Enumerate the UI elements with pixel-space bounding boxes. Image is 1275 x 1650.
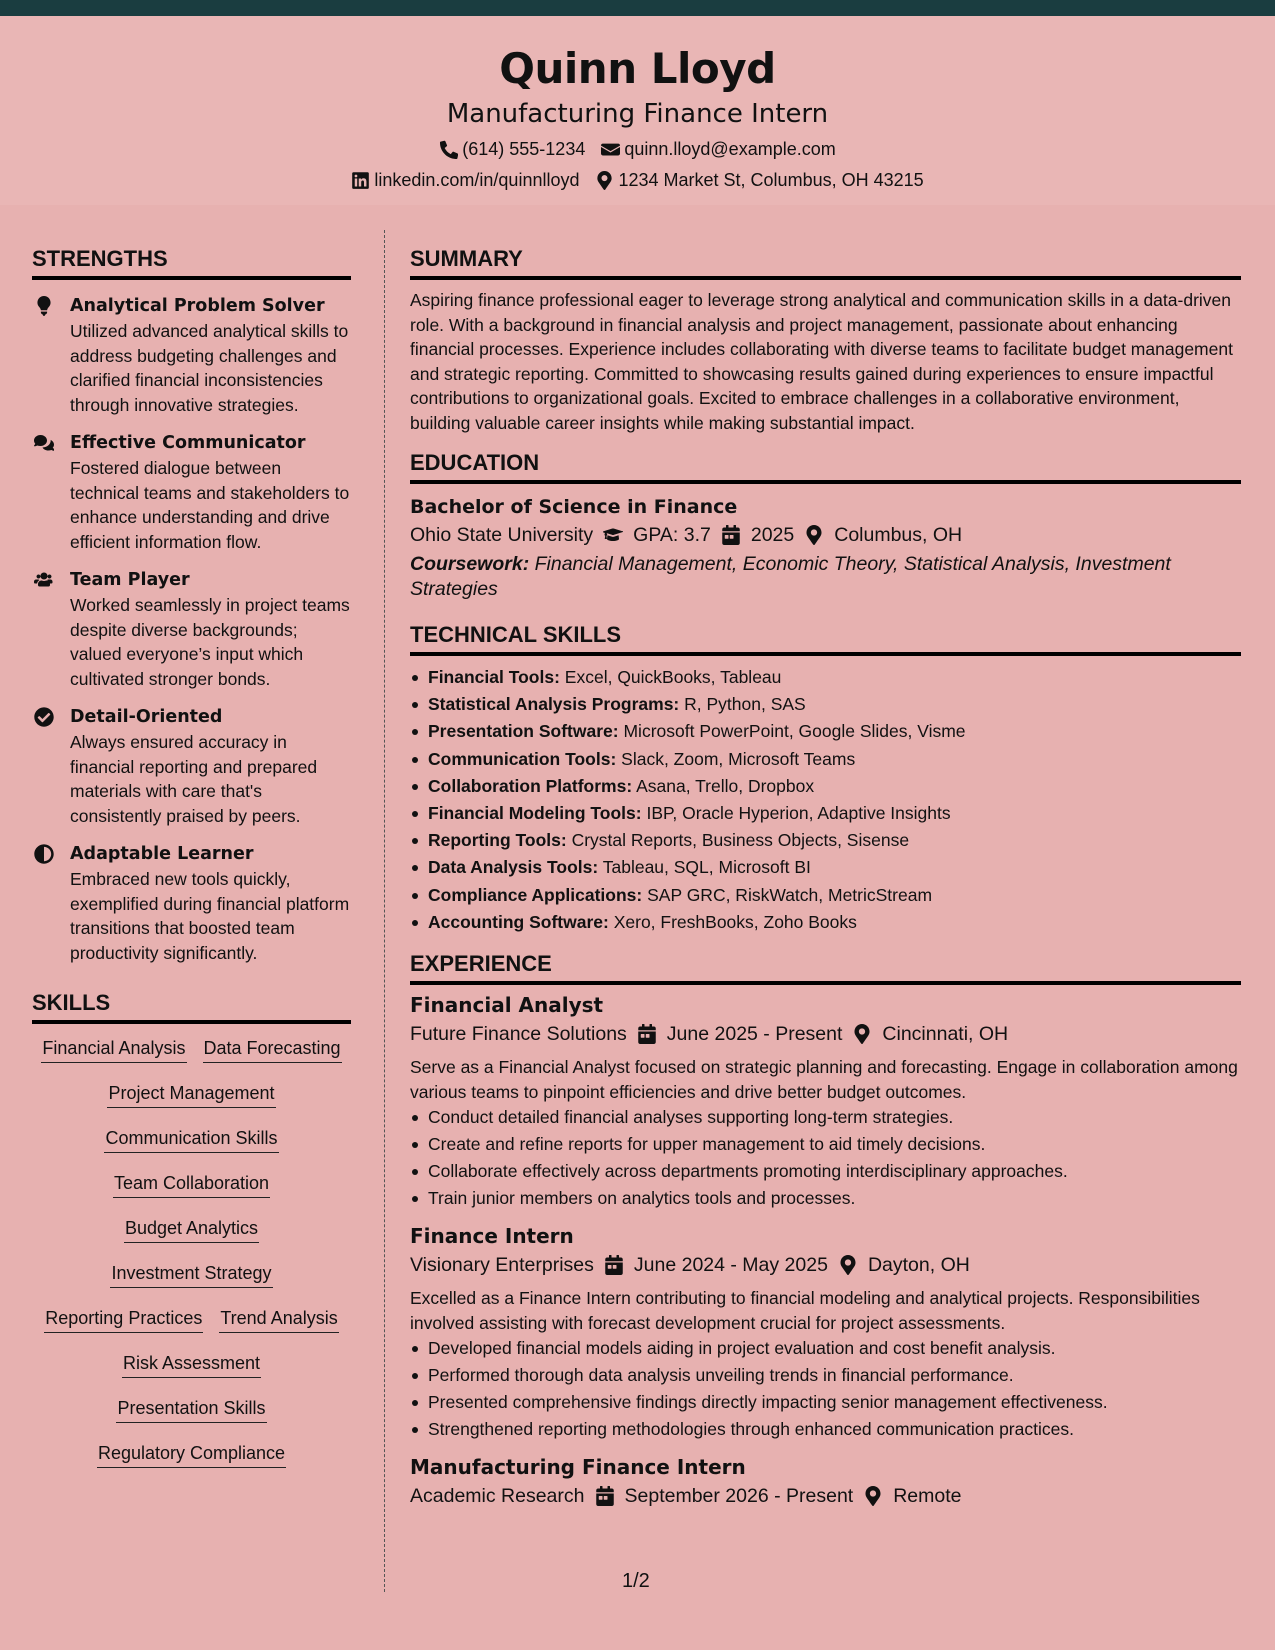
skill-label: Statistical Analysis Programs:: [428, 694, 680, 715]
skills-heading: SKILLS: [32, 989, 351, 1024]
skill-label: Communication Tools:: [428, 748, 617, 769]
skill-value: Xero, FreshBooks, Zoho Books: [613, 911, 857, 932]
list-item: [410, 800, 1241, 827]
skill-value: Tableau, SQL, Microsoft BI: [602, 857, 811, 878]
job-bullets: [410, 1335, 1241, 1443]
calendar-icon: [721, 525, 741, 545]
contact-line-1: [0, 137, 1275, 161]
address-contact: [595, 168, 923, 192]
candidate-title: Manufacturing Finance Intern: [446, 99, 829, 129]
skill-label: Collaboration Platforms:: [428, 775, 633, 796]
phone-contact: [439, 137, 585, 161]
job-location: Cincinnati, OH: [882, 1023, 1009, 1046]
right-column: [410, 245, 1241, 1511]
job-meta: [410, 1481, 1241, 1511]
job-meta: [410, 1019, 1241, 1049]
company-name: Future Finance Solutions: [410, 1023, 627, 1046]
list-item: Developed financial models aiding in project evaluation and cost benefit analysis.: [410, 1335, 1241, 1362]
map-marker-icon: [804, 525, 824, 545]
phone-icon: [439, 140, 458, 159]
resume-header: [0, 16, 1275, 205]
list-item: [410, 854, 1241, 881]
envelope-icon: [601, 140, 620, 159]
skill-value: Slack, Zoom, Microsoft Teams: [621, 748, 856, 769]
email-contact[interactable]: [601, 137, 835, 161]
coursework-list: Financial Management, Economic Theory, Statistical Analysis, Investment Strategies: [410, 553, 1171, 600]
grad-year: 2025: [750, 524, 795, 546]
strength-desc: Utilized advanced analytical skills to address budgeting challenges and clarified financial inconsistencies through innovative strategies.: [70, 321, 349, 415]
skill-value: IBP, Oracle Hyperion, Adaptive Insights: [646, 803, 951, 824]
degree: Bachelor of Science in Finance: [410, 496, 738, 518]
strength-item: [32, 294, 351, 417]
left-column: [32, 245, 351, 1486]
summary-heading: SUMMARY: [410, 245, 1241, 280]
strength-desc: Embraced new tools quickly, exemplified during financial platform transitions that boosted team productivity significantly.: [70, 869, 350, 963]
skill-tag: Regulatory Compliance: [97, 1441, 286, 1468]
coursework-label: Coursework:: [410, 553, 530, 575]
job-description: Serve as a Financial Analyst focused on strategic planning and forecasting. Engage in collaboration among various teams to pinpoint efficiencies and drive better budget outcomes.: [410, 1057, 1238, 1102]
lightbulb-icon: [34, 296, 54, 316]
list-item: [410, 664, 1241, 691]
company-name: Visionary Enterprises: [410, 1254, 594, 1277]
skill-label: Presentation Software:: [428, 721, 619, 742]
half-circle-icon: [34, 844, 54, 864]
skill-value: Asana, Trello, Dropbox: [636, 775, 815, 796]
list-item: [410, 909, 1241, 936]
job-location: Dayton, OH: [867, 1254, 970, 1277]
list-item: [410, 773, 1241, 800]
phone-text: (614) 555-1234: [462, 139, 586, 159]
address-text: 1234 Market St, Columbus, OH 43215: [618, 170, 924, 190]
calendar-icon: [637, 1024, 657, 1044]
strengths-heading: STRENGTHS: [32, 245, 351, 280]
list-item: [410, 746, 1241, 773]
strength-title: Team Player: [70, 570, 190, 590]
skill-tag: Presentation Skills: [116, 1396, 266, 1423]
job-dates: June 2025 - Present: [666, 1023, 843, 1046]
strength-title: Effective Communicator: [70, 433, 306, 453]
linkedin-icon: [351, 171, 370, 190]
map-marker-icon: [838, 1255, 858, 1275]
list-item: Conduct detailed financial analyses supporting long-term strategies.: [410, 1104, 1241, 1131]
job-title: Financial Analyst: [410, 993, 604, 1018]
comments-icon: [34, 433, 54, 453]
calendar-icon: [595, 1486, 615, 1506]
strength-title: Adaptable Learner: [70, 844, 254, 864]
list-item: [410, 882, 1241, 909]
contact-line-2: [0, 168, 1275, 192]
skill-tag: Data Forecasting: [203, 1036, 342, 1063]
strength-title: Detail-Oriented: [70, 707, 223, 727]
top-accent-bar: [0, 0, 1275, 16]
coursework: [410, 552, 1241, 601]
job-dates: September 2026 - Present: [624, 1485, 854, 1508]
skill-value: SAP GRC, RiskWatch, MetricStream: [647, 884, 933, 905]
skill-value: Crystal Reports, Business Objects, Sisense: [571, 830, 910, 851]
skill-value: Excel, QuickBooks, Tableau: [564, 667, 782, 687]
school-name: Ohio State University: [410, 524, 594, 546]
strength-item: [32, 431, 351, 554]
list-item: Create and refine reports for upper management to aid timely decisions.: [410, 1131, 1241, 1158]
skill-label: Compliance Applications:: [428, 884, 643, 905]
skill-tag: Financial Analysis: [41, 1036, 186, 1063]
strength-item: [32, 568, 351, 691]
check-circle-icon: [34, 707, 54, 727]
skill-label: Data Analysis Tools:: [428, 857, 599, 878]
experience-heading: EXPERIENCE: [410, 950, 1241, 985]
technical-skills-list: [410, 664, 1241, 936]
skill-tag: Trend Analysis: [219, 1306, 338, 1333]
technical-skills-heading: TECHNICAL SKILLS: [410, 621, 1241, 656]
list-item: Train junior members on analytics tools and processes.: [410, 1185, 1241, 1212]
summary-text: Aspiring finance professional eager to leverage strong analytical and communication skills in a data-driven role. With a background in financial analysis and project management, passionate about enhancing financial processes. Experience includes collaborating with diverse teams to facilitate budget management and strategic reporting. Committed to showcasing results gained during experiences to ensure impactful contributions to organizational goals. Excited to embrace challenges in a collaborative environment, building valuable career insights while making substantial impact.: [410, 290, 1233, 433]
skill-tag: Reporting Practices: [44, 1306, 203, 1333]
job-bullets: [410, 1104, 1241, 1212]
email-text: quinn.lloyd@example.com: [624, 139, 836, 159]
linkedin-contact[interactable]: [351, 168, 579, 192]
list-item: Strengthened reporting methodologies through enhanced communication practices.: [410, 1416, 1241, 1443]
skill-value: R, Python, SAS: [684, 694, 806, 715]
skill-label: Financial Tools:: [428, 667, 560, 687]
job-title: Finance Intern: [410, 1224, 574, 1249]
skill-tag: Project Management: [107, 1081, 275, 1108]
linkedin-text: linkedin.com/in/quinnlloyd: [374, 170, 580, 190]
list-item: [410, 827, 1241, 854]
school-location: Columbus, OH: [834, 524, 963, 546]
list-item: Presented comprehensive findings directly impacting senior management effectiveness.: [410, 1389, 1241, 1416]
strength-item: [32, 705, 351, 828]
education-heading: EDUCATION: [410, 449, 1241, 484]
column-divider: [384, 230, 385, 1592]
skill-label: Reporting Tools:: [428, 830, 567, 851]
skill-tag: Team Collaboration: [113, 1171, 270, 1198]
skill-tag: Communication Skills: [104, 1126, 278, 1153]
page-number: 1/2: [622, 1570, 650, 1592]
map-marker-icon: [852, 1024, 872, 1044]
strength-title: Analytical Problem Solver: [70, 296, 325, 316]
skill-tag: Risk Assessment: [122, 1351, 261, 1378]
users-icon: [34, 570, 54, 590]
skill-label: Accounting Software:: [428, 911, 609, 932]
skill-label: Financial Modeling Tools:: [428, 803, 642, 824]
map-marker-icon: [863, 1486, 883, 1506]
calendar-icon: [604, 1255, 624, 1275]
candidate-name: Quinn Lloyd: [499, 44, 776, 93]
skill-value: Microsoft PowerPoint, Google Slides, Visme: [623, 721, 966, 742]
job-title: Manufacturing Finance Intern: [410, 1455, 746, 1480]
list-item: [410, 691, 1241, 718]
skill-tag: Budget Analytics: [124, 1216, 259, 1243]
skill-tag: Investment Strategy: [110, 1261, 272, 1288]
list-item: Performed thorough data analysis unveiling trends in financial performance.: [410, 1362, 1241, 1389]
job-location: Remote: [893, 1485, 962, 1508]
list-item: [410, 718, 1241, 745]
graduation-cap-icon: [603, 525, 623, 545]
job-description: Excelled as a Finance Intern contributing to financial modeling and analytical projects. Responsibilities involved assisting with forecast development crucial for project assessments.: [410, 1288, 1200, 1333]
strength-desc: Worked seamlessly in project teams despite diverse backgrounds; valued everyone’s input which cultivated stronger bonds.: [70, 595, 350, 689]
list-item: Collaborate effectively across departments promoting interdisciplinary approaches.: [410, 1158, 1241, 1185]
job-meta: [410, 1250, 1241, 1280]
map-marker-icon: [595, 171, 614, 190]
strength-desc: Fostered dialogue between technical teams and stakeholders to enhance understanding and drive efficient information flow.: [70, 458, 350, 552]
strength-desc: Always ensured accuracy in financial reporting and prepared materials with care that's consistently praised by peers.: [70, 732, 318, 826]
job-dates: June 2024 - May 2025: [633, 1254, 828, 1277]
company-name: Academic Research: [410, 1485, 585, 1508]
gpa: GPA: 3.7: [633, 524, 711, 546]
strength-item: [32, 842, 351, 965]
education-meta: [410, 520, 1241, 550]
skills-list: [32, 1036, 351, 1486]
